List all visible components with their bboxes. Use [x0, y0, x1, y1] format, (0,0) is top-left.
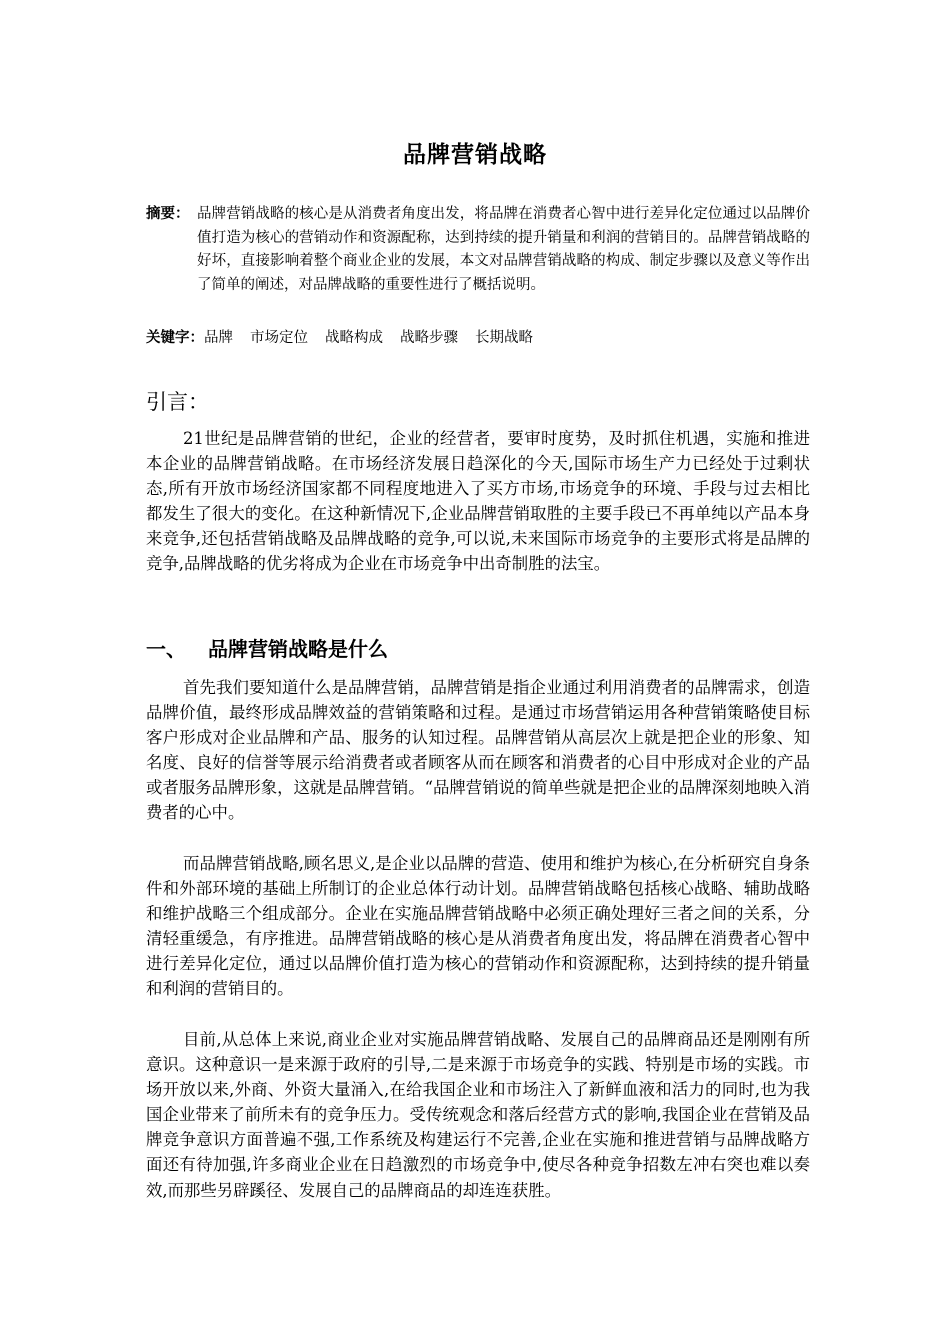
keyword: 长期战略 — [475, 330, 533, 346]
section-1-paragraph-1: 首先我们要知道什么是品牌营销，品牌营销是指企业通过利用消费者的品牌需求，创造品牌价值，最终形成品牌效益的营销策略和过程。是通过市场营销运用各种营销策略使目标客户形成对企业品牌和产品、服务的认知过程。品牌营销从高层次上就是把企业的形象、知名度、良好的信誉等展示给消费者或者顾客从而在顾客和消费者的心目中形成对企业的产品或者服务品牌形象，这就是品牌营销。“品牌营销说的简单些就是把企业的品牌深刻地映入消费者的心中。 — [146, 678, 811, 823]
keyword: 战略构成 — [325, 330, 383, 346]
keyword: 战略步骤 — [400, 330, 458, 346]
keywords-line — [146, 327, 810, 350]
intro-paragraph: 21世纪是品牌营销的世纪，企业的经营者，要审时度势，及时抓住机遇，实施和推进本企业的品牌营销战略。在市场经济发展日趋深化的今天,国际市场生产力已经处于过剩状态,所有开放市场经济国家都不同程度地进入了买方市场,市场竞争的环境、手段与过去相比都发生了很大的变化。在这种新情况下,企业品牌营销取胜的主要手段已不再单纯以产品本身来竞争,还包括营销战略及品牌战略的竞争,可以说,未来国际市场竞争的主要形式将是品牌的竞争,品牌战略的优劣将成为企业在市场竞争中出奇制胜的法宝。 — [146, 429, 810, 574]
keywords-label: 关键字： — [146, 330, 204, 346]
abstract-text: 品牌营销战略的核心是从消费者角度出发，将品牌在消费者心智中进行差异化定位通过以品牌价值打造为核心的营销动作和资源配称，达到持续的提升销量和利润的营销目的。品牌营销战略的好坏，直接影响着整个商业企业的发展，本文对品牌营销战略的构成、制定步骤以及意义等作出了简单的阐述，对品牌战略的重要性进行了概括说明。 — [197, 206, 810, 293]
document-title: 品牌营销战略 — [403, 142, 547, 168]
section-1-paragraph-2: 而品牌营销战略,顾名思义,是企业以品牌的营造、使用和维护为核心,在分析研究自身条件和外部环境的基础上所制订的企业总体行动计划。品牌营销战略包括核心战略、辅助战略和维护战略三个组成部分。企业在实施品牌营销战略中必须正确处理好三者之间的关系，分清轻重缓急，有序推进。品牌营销战略的核心是从消费者角度出发，将品牌在消费者心智中进行差异化定位，通过以品牌价值打造为核心的营销动作和资源配称，达到持续的提升销量和利润的营销目的。 — [146, 854, 810, 999]
keyword: 市场定位 — [250, 330, 308, 346]
abstract-block — [146, 203, 810, 297]
intro-heading: 引言： — [146, 390, 209, 414]
section-1-paragraph-3: 目前,从总体上来说,商业企业对实施品牌营销战略、发展自己的品牌商品还是刚刚有所意识。这种意识一是来源于政府的引导,二是来源于市场竞争的实践、特别是市场的实践。市场开放以来,外商、外资大量涌入,在给我国企业和市场注入了新鲜血液和活力的同时,也为我国企业带来了前所未有的竞争压力。受传统观念和落后经营方式的影响,我国企业在营销及品牌竞争意识方面普遍不强,工作系统及构建运行不完善,企业在实施和推进营销与品牌战略方面还有待加强,许多商业企业在日趋激烈的市场竞争中,使尽各种竞争招数左冲右突也难以奏效,而那些另辟蹊径、发展自己的品牌商品的却连连获胜。 — [146, 1030, 810, 1200]
section-1-title: 品牌营销战略是什么 — [208, 637, 388, 661]
abstract-label: 摘要： — [146, 206, 190, 222]
section-1-number: 一、 — [146, 637, 186, 661]
keyword: 品牌 — [204, 330, 233, 346]
section-1-heading — [146, 633, 388, 662]
